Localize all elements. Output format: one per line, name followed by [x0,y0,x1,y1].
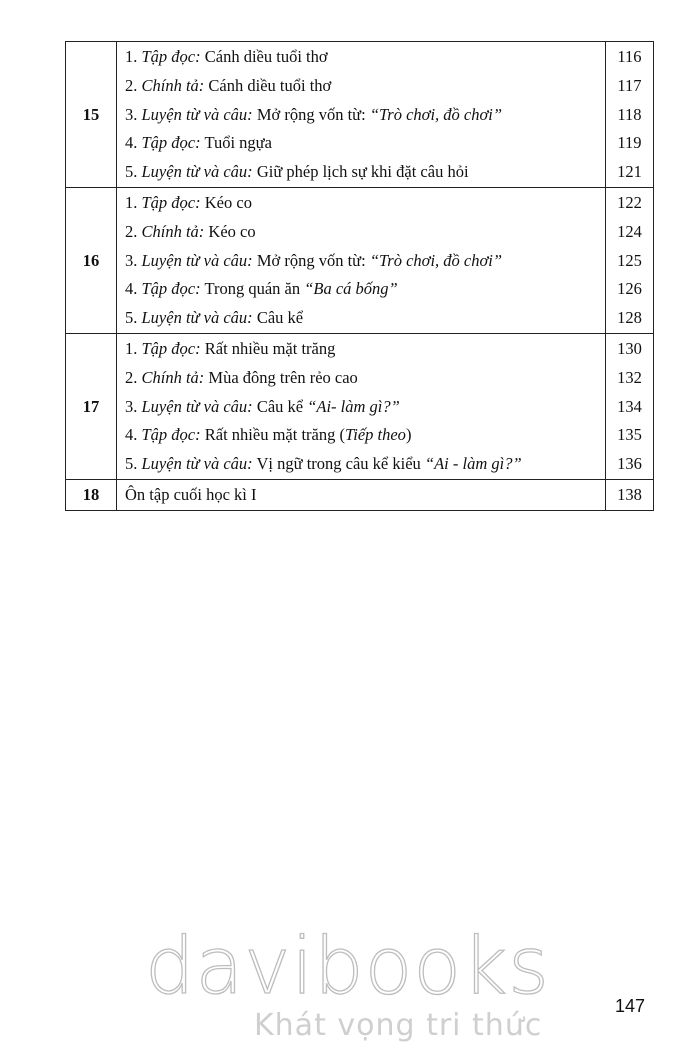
week-number: 15 [66,42,117,188]
lesson-type: Luyện từ và câu: [141,250,253,270]
lesson-page: 130 [606,333,654,363]
lesson-title: Tuổi ngựa [204,133,272,153]
lesson-type: Chính tả: [141,75,205,95]
lesson-title: Câu kể [256,308,304,328]
lesson-page: 121 [606,158,654,187]
lesson-number: 3. [125,104,138,124]
lesson-page: 136 [606,450,654,479]
lesson-type: Chính tả: [141,221,205,241]
toc-row [66,158,654,187]
lesson-number: 2. [125,75,138,95]
lesson-type: Luyện từ và câu: [141,454,253,474]
table-of-contents [65,41,654,511]
lesson-page: 132 [606,364,654,393]
lesson-title-cell [117,421,606,450]
lesson-number: 4. [125,133,138,153]
lesson-type: Tập đọc: [141,133,201,153]
lesson-title-cell [117,247,606,276]
toc-row [66,333,654,363]
lesson-number: 1. [125,47,138,66]
lesson-type: Luyện từ và câu: [141,396,253,416]
page-number: 147 [615,996,646,1016]
lesson-title-cell [117,129,606,158]
toc-row [66,304,654,333]
toc-row [66,129,654,158]
lesson-page: 117 [606,72,654,101]
lesson-title-italic: Tiếp theo [344,425,406,445]
watermark-logo: davibooks [145,922,550,1012]
lesson-type: Tập đọc: [141,425,201,445]
toc-row [66,450,654,479]
lesson-title: Cánh diều tuổi thơ [204,47,328,66]
lesson-number: 5. [125,454,138,474]
lesson-title: Rất nhiều mặt trăng ( [204,425,345,445]
toc-row [66,218,654,247]
lesson-page: 138 [606,479,654,510]
lesson-title-cell [117,101,606,130]
lesson-title-cell [117,218,606,247]
lesson-title: Giữ phép lịch sự khi đặt câu hỏi [256,162,469,182]
toc-row [66,393,654,422]
lesson-page: 122 [606,187,654,217]
lesson-title-cell [117,42,606,72]
toc-row [66,364,654,393]
lesson-title-cell [117,304,606,333]
toc-row [66,187,654,217]
toc-row [66,479,654,510]
lesson-title: Ôn tập cuối học kì I [125,484,257,504]
lesson-number: 3. [125,250,138,270]
lesson-number: 4. [125,279,138,299]
lesson-title: Mùa đông trên rẻo cao [208,367,358,387]
lesson-title-italic: “Ai - làm gì?” [424,454,522,474]
lesson-title: Cánh diều tuổi thơ [208,75,332,95]
watermark-slogan: Khát vọng tri thức [254,1008,543,1043]
lesson-number: 5. [125,162,138,182]
lesson-number: 3. [125,396,138,416]
lesson-title-cell [117,364,606,393]
lesson-title: Trong quán ăn [204,279,305,299]
toc-row [66,275,654,304]
lesson-page: 118 [606,101,654,130]
lesson-type: Chính tả: [141,367,205,387]
lesson-number: 2. [125,367,138,387]
lesson-number: 5. [125,308,138,328]
toc-row [66,421,654,450]
toc-row [66,72,654,101]
lesson-type: Tập đọc: [141,279,201,299]
toc-row [66,42,654,72]
week-number: 18 [66,479,117,510]
week-number: 17 [66,333,117,479]
lesson-title-italic: “Ai- làm gì?” [307,396,400,416]
lesson-title: Câu kể [256,396,308,416]
lesson-page: 119 [606,129,654,158]
lesson-title-cell [117,72,606,101]
lesson-title-cell [117,158,606,187]
lesson-number: 1. [125,192,138,212]
lesson-title: Vị ngữ trong câu kể kiểu [256,454,425,474]
lesson-title-cell [117,275,606,304]
lesson-title-cell [117,393,606,422]
lesson-page: 134 [606,393,654,422]
lesson-title: Kéo co [204,192,252,212]
lesson-title-italic: “Ba cá bống” [304,279,398,299]
lesson-title-italic: “Trò chơi, đồ chơi” [369,104,503,124]
lesson-title-cell [117,333,606,363]
lesson-title: Kéo co [208,221,256,241]
lesson-title-italic: “Trò chơi, đồ chơi” [369,250,503,270]
lesson-title: Rất nhiều mặt trăng [204,338,336,358]
lesson-number: 2. [125,221,138,241]
lesson-type: Tập đọc: [141,47,201,66]
lesson-page: 126 [606,275,654,304]
lesson-number: 4. [125,425,138,445]
lesson-page: 135 [606,421,654,450]
lesson-type: Luyện từ và câu: [141,308,253,328]
lesson-page: 125 [606,247,654,276]
lesson-type: Tập đọc: [141,192,201,212]
toc-row [66,247,654,276]
lesson-title: Mở rộng vốn từ: [256,250,370,270]
lesson-number: 1. [125,338,138,358]
lesson-page: 116 [606,42,654,72]
lesson-type: Tập đọc: [141,338,201,358]
lesson-type: Luyện từ và câu: [141,104,253,124]
lesson-title-cell [117,479,606,510]
toc-row [66,101,654,130]
lesson-title-cell [117,450,606,479]
lesson-type: Luyện từ và câu: [141,162,253,182]
lesson-title: Mở rộng vốn từ: [256,104,370,124]
lesson-title-suffix: ) [405,425,412,445]
lesson-title-cell [117,187,606,217]
week-number: 16 [66,187,117,333]
lesson-page: 124 [606,218,654,247]
lesson-page: 128 [606,304,654,333]
